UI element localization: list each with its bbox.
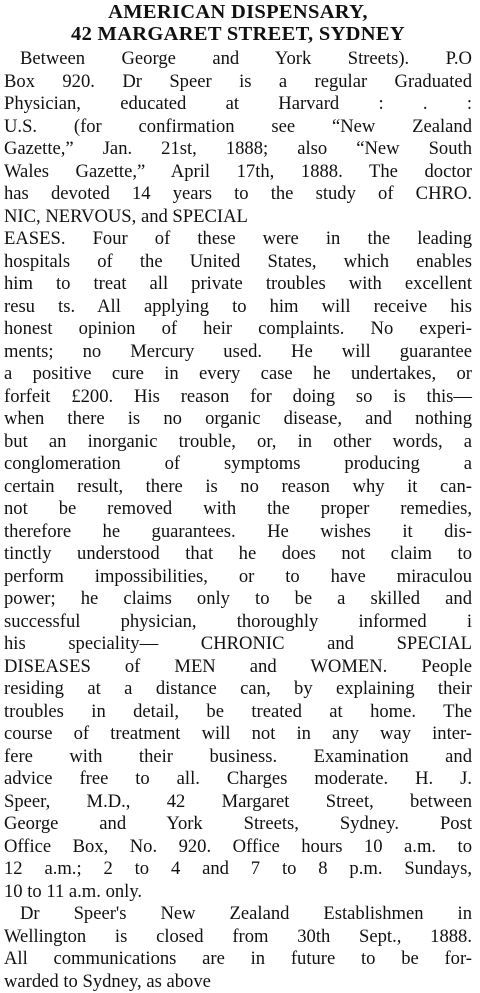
body-line: successful physician, thoroughly informed i — [4, 611, 472, 634]
body-line: but an inorganic trouble, or, in other words, a — [4, 431, 472, 454]
body-line: has devoted 14 years to the study of CHRO. — [4, 183, 472, 206]
body-line: resu ts. All applying to him will receive his — [4, 296, 472, 319]
body-line: fere with their business. Examination and — [4, 746, 472, 769]
body-line: conglomeration of symptoms producing a — [4, 453, 472, 476]
body-line: tinctly understood that he does not claim to — [4, 543, 472, 566]
advertisement-body — [4, 48, 472, 993]
body-line: DISEASES of MEN and WOMEN. People — [4, 656, 472, 679]
advertisement-heading — [4, 0, 472, 45]
body-line: Office Box, No. 920. Office hours 10 a.m. to — [4, 836, 472, 859]
body-line: his speciality— CHRONIC and SPECIAL — [4, 633, 472, 656]
body-line: course of treatment will not in any way inter- — [4, 723, 472, 746]
body-line: Box 920. Dr Speer is a regular Graduated — [4, 71, 472, 94]
body-line: Speer, M.D., 42 Margaret Street, between — [4, 791, 472, 814]
heading-line-2: 42 MARGARET STREET, SYDNEY — [4, 23, 472, 45]
body-line: hospitals of the United States, which enables — [4, 251, 472, 274]
body-line: Gazette,” Jan. 21st, 1888; also “New South — [4, 138, 472, 161]
body-line: 12 a.m.; 2 to 4 and 7 to 8 p.m. Sundays, — [4, 858, 472, 881]
body-line: certain result, there is no reason why it can- — [4, 476, 472, 499]
body-line: not be removed with the proper remedies, — [4, 498, 472, 521]
body-line: All communications are in future to be for- — [4, 948, 472, 971]
body-line: therefore he guarantees. He wishes it dis- — [4, 521, 472, 544]
body-line: power; he claims only to be a skilled and — [4, 588, 472, 611]
body-line: him to treat all private troubles with excellent — [4, 273, 472, 296]
body-line: Physician, educated at Harvard : . : — [4, 93, 472, 116]
body-line: Wellington is closed from 30th Sept., 1888. — [4, 926, 472, 949]
body-line: ments; no Mercury used. He will guarantee — [4, 341, 472, 364]
body-line: residing at a distance can, by explaining their — [4, 678, 472, 701]
body-line: advice free to all. Charges moderate. H. J. — [4, 768, 472, 791]
body-line: EASES. Four of these were in the leading — [4, 228, 472, 251]
body-line: NIC, NERVOUS, and SPECIAL — [4, 206, 472, 229]
body-line: a positive cure in every case he undertakes, or — [4, 363, 472, 386]
body-line: honest opinion of heir complaints. No experi- — [4, 318, 472, 341]
heading-line-1: AMERICAN DISPENSARY, — [4, 0, 472, 23]
body-line: warded to Sydney, as above — [4, 971, 472, 993]
body-line: George and York Streets, Sydney. Post — [4, 813, 472, 836]
body-line: Dr Speer's New Zealand Establishmen in — [4, 903, 472, 926]
body-line: 10 to 11 a.m. only. — [4, 881, 472, 904]
body-line: Wales Gazette,” April 17th, 1888. The doctor — [4, 161, 472, 184]
body-line: Between George and York Streets). P.O — [4, 48, 472, 71]
body-line: when there is no organic disease, and nothing — [4, 408, 472, 431]
body-line: troubles in detail, be treated at home. The — [4, 701, 472, 724]
body-line: forfeit £200. His reason for doing so is this— — [4, 386, 472, 409]
body-line: perform impossibilities, or to have miraculou — [4, 566, 472, 589]
body-line: U.S. (for confirmation see “New Zealand — [4, 116, 472, 139]
